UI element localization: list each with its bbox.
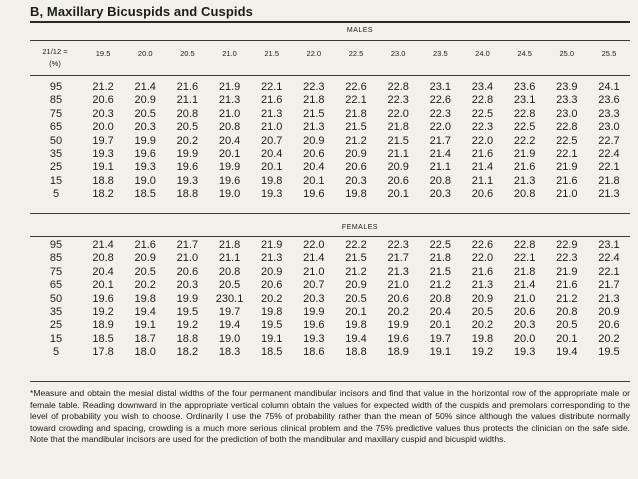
title-rule <box>30 21 630 23</box>
value-cell: 19.1 <box>134 319 156 332</box>
table-row <box>30 188 630 201</box>
value-cell: 21.5 <box>345 252 367 265</box>
value-cell: 19.2 <box>176 319 199 332</box>
value-cell: 20.8 <box>429 174 452 187</box>
percentile-cell: 35 <box>49 305 63 318</box>
table-row <box>30 333 630 346</box>
value-cell: 21.9 <box>556 161 578 174</box>
ratio-header-cell: 22.5 <box>348 49 364 58</box>
ratio-label-line2: (%) <box>49 59 61 68</box>
value-cell: 230.1 <box>215 292 244 305</box>
value-cell: 22.1 <box>513 252 536 265</box>
value-cell: 22.0 <box>471 252 494 265</box>
value-cell: 20.9 <box>134 252 156 265</box>
value-cell: 23.6 <box>513 81 536 93</box>
value-cell: 20.9 <box>303 134 325 147</box>
value-cell: 20.9 <box>471 292 494 305</box>
value-cell: 22.4 <box>598 252 620 265</box>
value-cell: 22.3 <box>556 252 578 265</box>
value-cell: 21.3 <box>513 174 536 187</box>
percentile-cell: 75 <box>49 107 63 120</box>
value-cell: 20.5 <box>134 107 156 120</box>
table-row <box>30 252 630 265</box>
value-cell: 21.3 <box>598 292 620 305</box>
table-row <box>30 293 630 306</box>
value-cell: 22.5 <box>471 107 494 120</box>
ratio-header-cell: 20.0 <box>137 49 153 58</box>
value-cell: 20.8 <box>218 121 241 134</box>
value-cell: 22.7 <box>598 134 620 147</box>
percentile-cell: 85 <box>49 252 63 265</box>
footnote-rule <box>30 381 630 382</box>
value-cell: 22.9 <box>556 239 578 251</box>
value-cell: 22.1 <box>260 81 283 93</box>
ratio-header-cell: 21.5 <box>264 49 279 58</box>
value-cell: 20.4 <box>260 147 283 160</box>
table-title: B, Maxillary Bicuspids and Cuspids <box>30 4 254 19</box>
value-cell: 18.8 <box>92 174 114 187</box>
value-cell: 20.6 <box>513 305 536 318</box>
value-cell: 20.8 <box>218 265 241 278</box>
value-cell: 21.3 <box>260 107 283 120</box>
value-cell: 22.3 <box>303 81 325 93</box>
value-cell: 19.3 <box>134 161 156 174</box>
value-cell: 19.6 <box>387 332 409 345</box>
value-cell: 18.3 <box>218 346 241 359</box>
value-cell: 20.6 <box>387 174 409 187</box>
percentile-cell: 65 <box>49 279 63 292</box>
value-cell: 20.2 <box>260 292 283 305</box>
value-cell: 20.1 <box>387 188 409 201</box>
value-cell: 20.2 <box>176 134 199 147</box>
value-cell: 21.6 <box>471 265 494 278</box>
value-cell: 18.7 <box>134 332 156 345</box>
value-cell: 22.6 <box>345 81 367 93</box>
value-cell: 19.7 <box>429 332 452 345</box>
value-cell: 20.6 <box>92 94 114 107</box>
table-row <box>30 108 630 121</box>
value-cell: 22.3 <box>387 94 409 107</box>
percentile-cell: 50 <box>49 134 63 147</box>
males-table <box>30 81 630 202</box>
value-cell: 19.3 <box>260 188 283 201</box>
value-cell: 21.0 <box>218 107 241 120</box>
value-cell: 21.0 <box>387 279 409 292</box>
value-cell: 20.5 <box>345 292 367 305</box>
value-cell: 20.8 <box>176 107 199 120</box>
value-cell: 23.0 <box>598 121 620 134</box>
value-cell: 20.6 <box>176 265 199 278</box>
value-cell: 20.0 <box>513 332 536 345</box>
percentile-cell: 85 <box>49 94 63 107</box>
value-cell: 19.6 <box>176 161 199 174</box>
females-label: FEMALES <box>341 224 379 231</box>
value-cell: 19.8 <box>134 292 156 305</box>
percentile-cell: 5 <box>52 346 60 359</box>
value-cell: 19.8 <box>345 188 367 201</box>
ratio-header-cell: 25.5 <box>601 49 617 58</box>
value-cell: 19.3 <box>92 147 114 160</box>
value-cell: 18.8 <box>176 188 199 201</box>
value-cell: 19.4 <box>556 346 578 359</box>
value-cell: 21.2 <box>556 292 578 305</box>
value-cell: 22.3 <box>429 107 452 120</box>
value-cell: 20.5 <box>176 121 199 134</box>
value-cell: 20.2 <box>134 279 156 292</box>
value-cell: 20.3 <box>429 188 452 201</box>
ratio-label-line1: 21/12 = <box>42 47 68 56</box>
table-row <box>30 306 630 319</box>
value-cell: 19.1 <box>92 161 114 174</box>
value-cell: 22.8 <box>387 81 409 93</box>
value-cell: 20.1 <box>556 332 578 345</box>
value-cell: 20.2 <box>387 305 409 318</box>
value-cell: 23.9 <box>556 81 578 93</box>
ratio-header-cell: 20.5 <box>180 49 195 58</box>
value-cell: 19.9 <box>218 161 241 174</box>
value-cell: 18.9 <box>387 346 409 359</box>
value-cell: 21.0 <box>303 265 325 278</box>
table-row <box>30 94 630 107</box>
value-cell: 21.9 <box>218 81 241 93</box>
value-cell: 20.4 <box>429 305 452 318</box>
value-cell: 19.6 <box>218 174 241 187</box>
value-cell: 20.6 <box>345 161 367 174</box>
value-cell: 21.8 <box>598 174 620 187</box>
table-row <box>30 266 630 279</box>
value-cell: 21.3 <box>303 121 325 134</box>
value-cell: 20.3 <box>134 121 156 134</box>
value-cell: 19.4 <box>134 305 156 318</box>
value-cell: 22.3 <box>387 239 409 251</box>
value-cell: 20.3 <box>176 279 199 292</box>
value-cell: 21.3 <box>471 279 494 292</box>
value-cell: 21.1 <box>387 147 409 160</box>
value-cell: 21.2 <box>92 81 114 93</box>
value-cell: 21.9 <box>513 147 536 160</box>
value-cell: 21.0 <box>176 252 199 265</box>
value-cell: 20.1 <box>345 305 367 318</box>
value-cell: 20.5 <box>218 279 241 292</box>
value-cell: 19.0 <box>218 188 241 201</box>
value-cell: 20.6 <box>260 279 283 292</box>
value-cell: 20.5 <box>134 265 156 278</box>
value-cell: 21.4 <box>429 147 452 160</box>
ratio-header-cell: 22.0 <box>306 49 322 58</box>
value-cell: 19.1 <box>429 346 452 359</box>
value-cell: 22.5 <box>429 239 452 251</box>
value-cell: 22.0 <box>387 107 409 120</box>
value-cell: 21.1 <box>176 94 199 107</box>
value-cell: 20.6 <box>303 147 325 160</box>
value-cell: 20.4 <box>303 161 325 174</box>
percentile-cell: 25 <box>49 161 63 174</box>
table-row <box>30 135 630 148</box>
table-row <box>30 279 630 292</box>
ratio-header-cell: 24.0 <box>475 49 490 58</box>
value-cell: 21.2 <box>345 134 367 147</box>
value-cell: 21.3 <box>260 252 283 265</box>
value-cell: 17.8 <box>92 346 114 359</box>
value-cell: 21.6 <box>513 161 536 174</box>
value-cell: 20.9 <box>598 305 620 318</box>
value-cell: 24.1 <box>598 81 620 93</box>
ratio-header-cell: 24.5 <box>517 49 532 58</box>
value-cell: 19.5 <box>598 346 620 359</box>
females-rule <box>30 236 630 237</box>
value-cell: 19.8 <box>260 174 283 187</box>
value-cell: 19.4 <box>345 332 367 345</box>
value-cell: 21.7 <box>387 252 409 265</box>
value-cell: 23.1 <box>429 81 452 93</box>
value-cell: 20.5 <box>471 305 494 318</box>
value-cell: 21.8 <box>303 94 325 107</box>
value-cell: 21.1 <box>218 252 241 265</box>
value-cell: 22.5 <box>556 134 578 147</box>
percentile-cell: 50 <box>49 292 63 305</box>
value-cell: 21.4 <box>471 161 494 174</box>
value-cell: 22.5 <box>513 121 536 134</box>
ratio-header-cell: 25.0 <box>559 49 575 58</box>
ratio-header-row <box>82 49 630 58</box>
value-cell: 21.8 <box>218 239 241 251</box>
ratio-header-cell: 23.5 <box>433 49 448 58</box>
value-cell: 21.4 <box>134 81 156 93</box>
value-cell: 21.6 <box>134 239 156 251</box>
value-cell: 20.3 <box>92 107 114 120</box>
header-rule <box>30 75 630 76</box>
value-cell: 22.3 <box>471 121 494 134</box>
value-cell: 20.8 <box>429 292 452 305</box>
value-cell: 19.9 <box>303 305 325 318</box>
value-cell: 20.7 <box>303 279 325 292</box>
value-cell: 20.9 <box>345 147 367 160</box>
value-cell: 23.3 <box>556 94 578 107</box>
value-cell: 22.2 <box>513 134 536 147</box>
percentile-cell: 25 <box>49 319 63 332</box>
value-cell: 22.6 <box>429 94 452 107</box>
percentile-cell: 15 <box>49 174 63 187</box>
value-cell: 21.8 <box>387 121 409 134</box>
females-rule-top <box>30 213 630 214</box>
value-cell: 22.8 <box>513 107 536 120</box>
value-cell: 19.8 <box>345 319 367 332</box>
value-cell: 18.2 <box>92 188 114 201</box>
table-row <box>30 239 630 252</box>
value-cell: 20.4 <box>218 134 241 147</box>
value-cell: 19.3 <box>513 346 536 359</box>
value-cell: 19.7 <box>218 305 241 318</box>
value-cell: 20.3 <box>345 174 367 187</box>
table-row <box>30 121 630 134</box>
value-cell: 19.0 <box>134 174 156 187</box>
value-cell: 20.4 <box>92 265 114 278</box>
value-cell: 21.2 <box>345 265 367 278</box>
value-cell: 22.1 <box>345 94 367 107</box>
value-cell: 19.6 <box>303 319 325 332</box>
value-cell: 19.8 <box>260 305 283 318</box>
value-cell: 20.3 <box>303 292 325 305</box>
ratio-header-cell: 19.5 <box>95 49 111 58</box>
value-cell: 18.5 <box>260 346 283 359</box>
value-cell: 19.6 <box>134 147 156 160</box>
value-cell: 20.0 <box>92 121 114 134</box>
value-cell: 21.3 <box>387 265 409 278</box>
value-cell: 19.0 <box>218 332 241 345</box>
value-cell: 20.3 <box>513 319 536 332</box>
value-cell: 21.4 <box>303 252 325 265</box>
value-cell: 19.3 <box>176 174 199 187</box>
value-cell: 21.4 <box>513 279 536 292</box>
value-cell: 18.5 <box>134 188 156 201</box>
table-row <box>30 148 630 161</box>
value-cell: 18.2 <box>176 346 199 359</box>
value-cell: 20.8 <box>92 252 114 265</box>
value-cell: 19.1 <box>260 332 283 345</box>
value-cell: 21.7 <box>176 239 199 251</box>
percentile-cell: 95 <box>49 81 63 93</box>
value-cell: 19.9 <box>176 147 199 160</box>
value-cell: 18.9 <box>92 319 114 332</box>
value-cell: 19.9 <box>176 292 199 305</box>
ratio-label <box>30 46 80 70</box>
value-cell: 21.5 <box>303 107 325 120</box>
footnote: *Measure and obtain the mesial distal widths of the four permanent mandibular incisors and find that value in the horizontal row of the appropriate male or female table. Reading downward in the appropriate vertical column obtain the values for expected width of the cuspids and premolars corresponding to the level of probability you wish to choose. Ordinarily I use the 75% of probability rather than the mean of 50% since although the values distribute normally toward crowding and spacing, crowding is a much more serious clinical problem and the 75% predictive values thus protects the clinician on the safe side. Note that the mandibular incisors are used for the prediction of both the mandibular and maxillary cuspid and bicuspid widths. <box>30 388 630 445</box>
value-cell: 22.6 <box>471 239 494 251</box>
value-cell: 23.4 <box>471 81 494 93</box>
value-cell: 19.8 <box>471 332 494 345</box>
value-cell: 19.4 <box>218 319 241 332</box>
value-cell: 20.6 <box>471 188 494 201</box>
value-cell: 18.5 <box>92 332 114 345</box>
value-cell: 22.2 <box>345 239 367 251</box>
value-cell: 19.2 <box>471 346 494 359</box>
value-cell: 23.1 <box>513 94 536 107</box>
value-cell: 21.6 <box>471 147 494 160</box>
value-cell: 21.4 <box>92 239 114 251</box>
value-cell: 21.6 <box>260 94 283 107</box>
females-table <box>30 239 630 360</box>
value-cell: 18.6 <box>303 346 325 359</box>
value-cell: 20.1 <box>92 279 114 292</box>
value-cell: 18.8 <box>345 346 367 359</box>
value-cell: 21.9 <box>260 239 283 251</box>
value-cell: 21.8 <box>513 265 536 278</box>
value-cell: 22.1 <box>556 147 578 160</box>
value-cell: 19.9 <box>387 319 409 332</box>
value-cell: 21.5 <box>429 265 452 278</box>
table-row <box>30 161 630 174</box>
value-cell: 23.3 <box>598 107 620 120</box>
value-cell: 21.6 <box>556 279 578 292</box>
value-cell: 20.6 <box>387 292 409 305</box>
value-cell: 23.1 <box>598 239 620 251</box>
ratio-header-cell: 23.0 <box>390 49 406 58</box>
value-cell: 20.6 <box>598 319 620 332</box>
value-cell: 21.3 <box>598 188 620 201</box>
value-cell: 21.7 <box>598 279 620 292</box>
value-cell: 23.6 <box>598 94 620 107</box>
value-cell: 21.1 <box>471 174 494 187</box>
percentile-cell: 5 <box>52 188 60 201</box>
value-cell: 21.3 <box>218 94 241 107</box>
value-cell: 21.0 <box>260 121 283 134</box>
table-row <box>30 319 630 332</box>
value-cell: 21.8 <box>429 252 452 265</box>
value-cell: 20.9 <box>345 279 367 292</box>
value-cell: 19.7 <box>92 134 114 147</box>
percentile-cell: 65 <box>49 121 63 134</box>
value-cell: 22.8 <box>513 239 536 251</box>
value-cell: 21.9 <box>556 265 578 278</box>
value-cell: 22.8 <box>556 121 578 134</box>
percentile-cell: 95 <box>49 239 63 251</box>
value-cell: 19.9 <box>134 134 156 147</box>
percentile-cell: 35 <box>49 147 63 160</box>
value-cell: 21.6 <box>556 174 578 187</box>
value-cell: 21.1 <box>429 161 452 174</box>
value-cell: 22.4 <box>598 147 620 160</box>
value-cell: 20.2 <box>471 319 494 332</box>
ratio-header-cell: 21.0 <box>222 49 237 58</box>
value-cell: 21.2 <box>429 279 452 292</box>
value-cell: 20.1 <box>218 147 241 160</box>
value-cell: 20.9 <box>387 161 409 174</box>
value-cell: 22.0 <box>471 134 494 147</box>
value-cell: 18.8 <box>176 332 199 345</box>
value-cell: 22.0 <box>429 121 452 134</box>
value-cell: 22.1 <box>598 161 620 174</box>
value-cell: 20.9 <box>134 94 156 107</box>
value-cell: 19.5 <box>176 305 199 318</box>
males-label: MALES <box>346 27 374 34</box>
value-cell: 19.6 <box>92 292 114 305</box>
value-cell: 21.6 <box>176 81 199 93</box>
value-cell: 20.8 <box>556 305 578 318</box>
value-cell: 19.3 <box>303 332 325 345</box>
value-cell: 21.0 <box>556 188 578 201</box>
table-row <box>30 346 630 359</box>
value-cell: 20.5 <box>556 319 578 332</box>
value-cell: 23.0 <box>556 107 578 120</box>
males-rule <box>30 40 630 41</box>
table-row <box>30 175 630 188</box>
value-cell: 21.8 <box>345 107 367 120</box>
value-cell: 20.1 <box>260 161 283 174</box>
value-cell: 19.5 <box>260 319 283 332</box>
value-cell: 21.5 <box>345 121 367 134</box>
table-row <box>30 81 630 94</box>
value-cell: 21.7 <box>429 134 452 147</box>
value-cell: 18.0 <box>134 346 156 359</box>
percentile-cell: 15 <box>49 332 63 345</box>
value-cell: 21.5 <box>387 134 409 147</box>
value-cell: 20.7 <box>260 134 283 147</box>
value-cell: 22.1 <box>598 265 620 278</box>
percentile-cell: 75 <box>49 265 63 278</box>
value-cell: 19.6 <box>303 188 325 201</box>
value-cell: 20.9 <box>260 265 283 278</box>
value-cell: 20.1 <box>429 319 452 332</box>
value-cell: 21.0 <box>513 292 536 305</box>
value-cell: 19.2 <box>92 305 114 318</box>
value-cell: 22.8 <box>471 94 494 107</box>
value-cell: 20.1 <box>303 174 325 187</box>
value-cell: 20.2 <box>598 332 620 345</box>
value-cell: 20.8 <box>513 188 536 201</box>
value-cell: 22.0 <box>303 239 325 251</box>
